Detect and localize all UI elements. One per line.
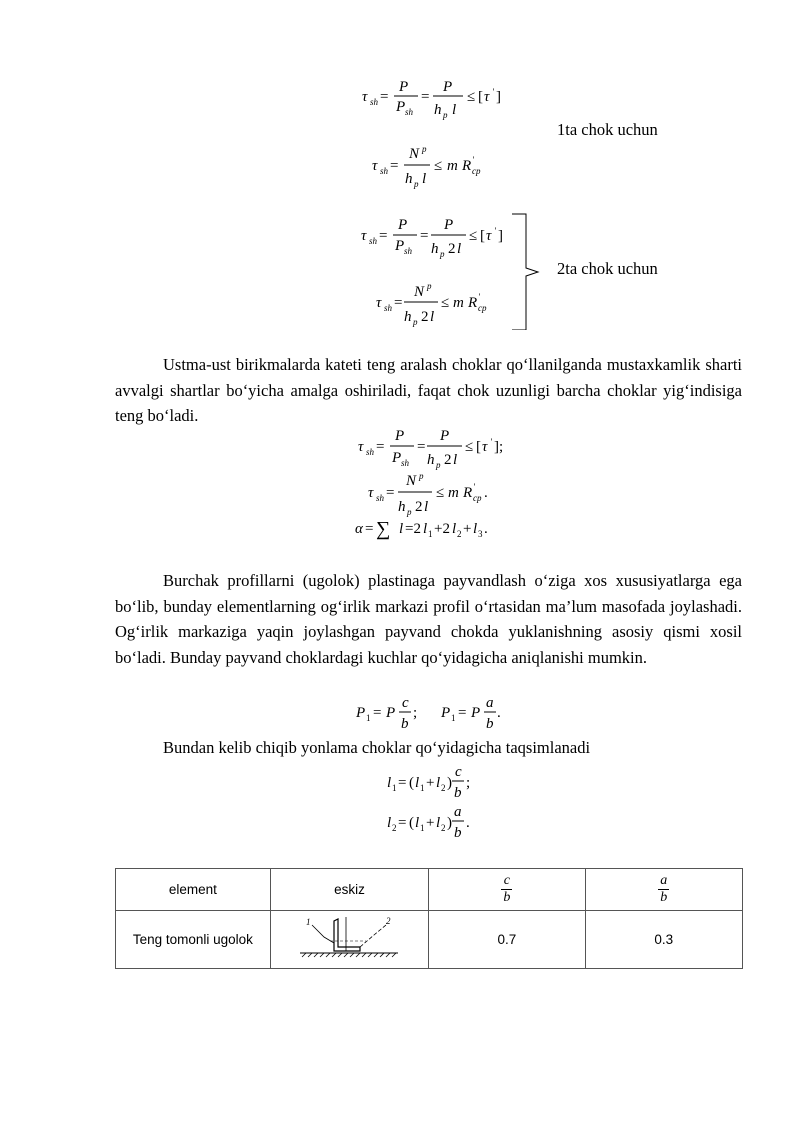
- coefficients-table: [115, 868, 743, 969]
- svg-text:=2: =2: [405, 521, 421, 537]
- formula-shear-1weld: [0, 0, 800, 330]
- svg-text:=: =: [379, 228, 388, 244]
- svg-text:): ): [447, 815, 452, 831]
- svg-text:sh: sh: [369, 236, 378, 246]
- svg-text:l: l: [436, 815, 441, 831]
- svg-text:l: l: [453, 452, 458, 468]
- svg-text:b: b: [401, 716, 409, 732]
- paragraph-1: Ustma-ust birikmalarda kateti teng aralash choklar qo‘llanilganda mustaxkamlik sharti avvalgi shartlar bo‘yicha amalga oshiriladi, faqat chok uzunligi barcha choklar yig‘indisiga teng bo‘ladi.: [115, 355, 742, 425]
- svg-text:≤: ≤: [467, 89, 476, 105]
- svg-text:h: h: [427, 452, 435, 468]
- svg-text:N: N: [414, 284, 425, 300]
- svg-text:=: =: [398, 815, 407, 831]
- svg-text:R: R: [463, 485, 473, 501]
- svg-text:sh: sh: [384, 303, 393, 313]
- svg-text:P: P: [395, 428, 405, 444]
- svg-text:;: ;: [413, 705, 418, 721]
- svg-text:l: l: [387, 815, 392, 831]
- svg-text:(: (: [409, 815, 414, 831]
- svg-text:[: [: [480, 228, 485, 244]
- svg-text:P: P: [392, 450, 402, 466]
- svg-text:': ': [473, 482, 475, 492]
- svg-text:m: m: [453, 295, 464, 311]
- svg-text:α: α: [355, 521, 363, 537]
- svg-text:l: l: [457, 241, 462, 257]
- paragraph-3: Bundan kelib chiqib yonlama choklar qo‘yidagicha taqsimlanadi: [163, 738, 591, 757]
- svg-text:l: l: [399, 521, 404, 537]
- svg-text:[: [: [478, 89, 483, 105]
- svg-text:+2: +2: [434, 521, 450, 537]
- svg-text:h: h: [404, 309, 412, 325]
- svg-text:=: =: [390, 158, 399, 174]
- svg-text:p: p: [440, 249, 445, 259]
- svg-text:a: a: [486, 695, 494, 711]
- svg-text:P: P: [441, 705, 451, 721]
- svg-text:l: l: [430, 309, 435, 325]
- svg-text:P: P: [444, 217, 454, 233]
- svg-text:P: P: [386, 705, 396, 721]
- svg-text:p: p: [414, 179, 419, 189]
- svg-text:=: =: [398, 775, 407, 791]
- svg-text:p: p: [422, 144, 427, 154]
- svg-text:P: P: [396, 99, 406, 115]
- svg-text:1: 1: [392, 783, 397, 793]
- table-row: [116, 911, 743, 969]
- svg-text:2: 2: [421, 309, 429, 325]
- angle-profile-sketch: [294, 913, 404, 963]
- cell-element: Teng tomonli ugolok: [116, 911, 271, 969]
- svg-text:p: p: [443, 110, 448, 120]
- svg-text:': ': [472, 155, 474, 165]
- svg-text:.: .: [497, 705, 501, 721]
- svg-text:=: =: [394, 295, 403, 311]
- svg-text:≤: ≤: [434, 158, 443, 174]
- svg-text:]: ]: [496, 89, 501, 105]
- svg-text:=: =: [458, 705, 467, 721]
- svg-text:l: l: [387, 775, 392, 791]
- frac-b: b: [503, 890, 511, 905]
- svg-text:=: =: [373, 705, 382, 721]
- svg-text:P: P: [398, 217, 408, 233]
- svg-text:=: =: [365, 521, 374, 537]
- frac-b: b: [660, 890, 668, 905]
- svg-text:l: l: [424, 499, 429, 515]
- sketch-mark-2: 2: [386, 916, 391, 926]
- svg-text:≤: ≤: [441, 295, 450, 311]
- svg-text:l: l: [422, 171, 427, 187]
- svg-text:sh: sh: [380, 166, 389, 176]
- cell-sketch: [270, 911, 428, 969]
- svg-text:+: +: [463, 521, 472, 537]
- svg-text:=: =: [420, 228, 429, 244]
- svg-text:R: R: [462, 158, 472, 174]
- svg-text:P: P: [356, 705, 366, 721]
- svg-text:∑: ∑: [376, 518, 391, 540]
- svg-text:+: +: [426, 775, 435, 791]
- svg-text:P: P: [443, 79, 453, 95]
- svg-text:];: ];: [494, 439, 504, 455]
- svg-text:c: c: [402, 695, 409, 711]
- svg-text:sh: sh: [404, 246, 413, 256]
- svg-text:2: 2: [448, 241, 456, 257]
- svg-text:sh: sh: [401, 458, 410, 468]
- svg-text:p: p: [413, 317, 418, 327]
- svg-text:.: .: [484, 485, 488, 501]
- svg-text:): ): [447, 775, 452, 791]
- svg-text:2: 2: [444, 452, 452, 468]
- svg-text:l: l: [415, 775, 420, 791]
- svg-text:b: b: [486, 716, 494, 732]
- svg-text:b: b: [454, 825, 462, 841]
- svg-text:m: m: [447, 158, 458, 174]
- header-a-over-b: [585, 869, 742, 911]
- table-header-row: [116, 869, 743, 911]
- svg-text:]: ]: [498, 228, 503, 244]
- svg-text:=: =: [376, 439, 385, 455]
- svg-text:P: P: [440, 428, 450, 444]
- svg-text:1: 1: [451, 713, 456, 723]
- svg-text:≤: ≤: [469, 228, 478, 244]
- label-one-weld: 1ta chok uchun: [557, 120, 658, 139]
- svg-text:a: a: [454, 804, 462, 820]
- header-eskiz: eskiz: [270, 869, 428, 911]
- svg-text:2: 2: [415, 499, 423, 515]
- svg-text:sh: sh: [370, 97, 379, 107]
- svg-text:[: [: [476, 439, 481, 455]
- svg-text:τ: τ: [486, 228, 492, 244]
- svg-text:1: 1: [420, 783, 425, 793]
- svg-text:τ: τ: [482, 439, 488, 455]
- svg-text:≤: ≤: [436, 485, 445, 501]
- svg-text:l: l: [452, 102, 457, 118]
- svg-text:=: =: [386, 485, 395, 501]
- svg-text:N: N: [406, 473, 417, 489]
- svg-text:.: .: [484, 521, 488, 537]
- svg-text:p: p: [427, 281, 432, 291]
- formula-lengths: [0, 762, 800, 842]
- svg-text:.: .: [466, 815, 470, 831]
- svg-text:cp: cp: [472, 166, 481, 176]
- svg-text:l: l: [415, 815, 420, 831]
- svg-text:l: l: [473, 521, 478, 537]
- svg-text:c: c: [455, 764, 462, 780]
- svg-text:τ: τ: [484, 89, 490, 105]
- svg-text:p: p: [407, 507, 412, 517]
- svg-text:': ': [490, 437, 492, 447]
- svg-text:': ': [478, 292, 480, 302]
- svg-text:h: h: [398, 499, 406, 515]
- right-brace: [512, 214, 538, 330]
- svg-text:sh: sh: [376, 493, 385, 503]
- formula-forces: [0, 693, 800, 733]
- svg-text:τ: τ: [372, 158, 378, 174]
- svg-text:1: 1: [428, 529, 433, 539]
- svg-text:l: l: [452, 521, 457, 537]
- svg-text:(: (: [409, 775, 414, 791]
- svg-text:p: p: [436, 460, 441, 470]
- svg-text:2: 2: [457, 529, 462, 539]
- svg-text:': ': [494, 226, 496, 236]
- svg-text:h: h: [434, 102, 442, 118]
- svg-text:l: l: [423, 521, 428, 537]
- cell-c-over-b: 0.7: [429, 911, 585, 969]
- svg-text:m: m: [448, 485, 459, 501]
- svg-text:P: P: [395, 238, 405, 254]
- svg-text:R: R: [468, 295, 478, 311]
- label-two-welds: 2ta chok uchun: [557, 259, 658, 278]
- svg-text:;: ;: [466, 775, 471, 791]
- svg-text:τ: τ: [368, 485, 374, 501]
- svg-text:': ': [492, 87, 494, 97]
- svg-text:P: P: [399, 79, 409, 95]
- sketch-mark-1: 1: [306, 917, 311, 927]
- svg-text:sh: sh: [405, 107, 414, 117]
- svg-text:sh: sh: [366, 447, 375, 457]
- svg-text:1: 1: [366, 713, 371, 723]
- header-element: element: [116, 869, 271, 911]
- svg-text:cp: cp: [473, 493, 482, 503]
- frac-c: c: [501, 873, 512, 890]
- svg-text:1: 1: [420, 823, 425, 833]
- svg-text:cp: cp: [478, 303, 487, 313]
- svg-text:2: 2: [441, 823, 446, 833]
- svg-text:=: =: [380, 89, 389, 105]
- cell-a-over-b: 0.3: [585, 911, 742, 969]
- svg-text:h: h: [405, 171, 413, 187]
- svg-text:τ: τ: [361, 228, 367, 244]
- svg-text:2: 2: [441, 783, 446, 793]
- svg-text:p: p: [419, 471, 424, 481]
- paragraph-2: Burchak profillarni (ugolok) plastinaga payvandlash o‘ziga xos xususiyatlarga ega bo‘lib, bunday elementlarning og‘irlik markazi profil o‘rtasidan ma’lum masofada joylashadi. Og‘irlik markaziga yaqin joylashgan payvand chokda yuklanishning asosiy qismi xosil bo‘ladi. Bunday payvand choklardagi kuchlar qo‘yidagicha aniqlanishi mumkin.: [115, 571, 742, 667]
- svg-text:2: 2: [392, 823, 397, 833]
- svg-text:+: +: [426, 815, 435, 831]
- formula-block-mixed: [0, 425, 800, 545]
- svg-text:b: b: [454, 785, 462, 801]
- svg-text:h: h: [431, 241, 439, 257]
- svg-text:l: l: [436, 775, 441, 791]
- svg-text:τ: τ: [362, 89, 368, 105]
- svg-text:≤: ≤: [465, 439, 474, 455]
- header-c-over-b: [429, 869, 585, 911]
- svg-text:=: =: [417, 439, 426, 455]
- svg-text:N: N: [409, 146, 420, 162]
- svg-text:τ: τ: [376, 295, 382, 311]
- svg-text:3: 3: [478, 529, 483, 539]
- svg-text:τ: τ: [358, 439, 364, 455]
- svg-text:P: P: [471, 705, 481, 721]
- frac-a: a: [660, 873, 668, 888]
- svg-text:=: =: [421, 89, 430, 105]
